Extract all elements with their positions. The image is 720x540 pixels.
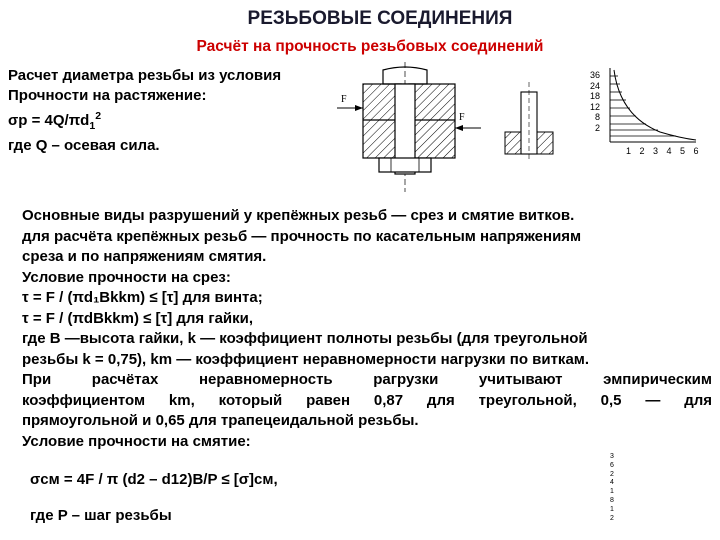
force-label-left: F [341,94,347,105]
side-number: 2 [610,470,614,478]
text-line: для расчёта крепёжных резьб — прочность по касательным напряжениям [22,227,582,245]
side-number: 1 [610,488,614,496]
text-line: τ = F / (πd₁Bkkm) ≤ [τ] для винта; [22,289,263,306]
page-subtitle: Расчёт на прочность резьбовых соединений [196,38,544,55]
text-line: Условие прочности на смятие: [22,432,251,450]
force-label-right: F [459,112,465,123]
graph-y-ticks [582,70,600,133]
text-line: Основные виды разрушений у крепёжных резьб — срез и смятие витков. [22,207,575,224]
text-line: резьбы k = 0,75), km — коэффициент неравномерности нагрузки по виткам. [22,350,590,368]
graph-y-tick: 24 [589,80,600,91]
graph-y-tick: 8 [594,112,600,122]
side-number: 1 [610,505,614,513]
intro-block [8,66,281,156]
side-number: 8 [610,496,614,504]
text-line: Условие прочности на срез: [22,268,231,286]
text-line: среза и по напряжениям смятия. [22,248,267,265]
load-distribution-graph [600,66,700,146]
text-line: где B —высота гайки, k — коэффициент полноты резьбы (для треугольной [22,330,588,347]
pitch-definition: где P – шаг резьбы [30,507,172,524]
formula-text: p = 4Q/πd [18,112,90,129]
side-number-column [607,453,617,523]
side-number: 3 [610,453,614,460]
graph-y-tick: 36 [589,70,600,80]
text-line: прямоугольной и 0,65 для трапецеидальной резьбы. [22,412,419,429]
intro-line-1: Расчет диаметра резьбы из условия [8,67,282,84]
intro-formula [8,106,281,136]
intro-line-2: Прочности на растяжение: [8,87,207,104]
crush-strength-formula: σсм = 4F / π (d2 – d12)B/P ≤ [σ]см, [30,471,278,488]
graph-y-tick: 12 [589,101,600,112]
side-number: 4 [610,479,614,487]
formula-superscript: 2 [95,110,102,122]
bolt-joint-drawing [335,62,585,192]
graph-y-tick: 2 [594,122,600,133]
side-number: 2 [610,514,614,522]
page-title: РЕЗЬБОВЫЕ СОЕДИНЕНИЯ [247,8,513,29]
graph-y-tick: 18 [589,91,600,101]
side-number: 6 [610,461,614,469]
graph-x-ticks: 1 2 3 4 5 6 [626,146,702,156]
text-line: τ = F / (πdBkkm) ≤ [τ] для гайки, [22,309,254,327]
sigma-symbol: σ [8,112,19,129]
main-text [22,206,712,452]
text-line: При расчётах неравномерность рагрузки учитывают эмпирическим [22,371,712,388]
text-line: коэффициентом km, который равен 0,87 для треугольной, 0,5 — для [22,391,712,409]
intro-line-4: где Q – осевая сила. [8,137,160,154]
formula-subscript: 1 [89,120,96,132]
